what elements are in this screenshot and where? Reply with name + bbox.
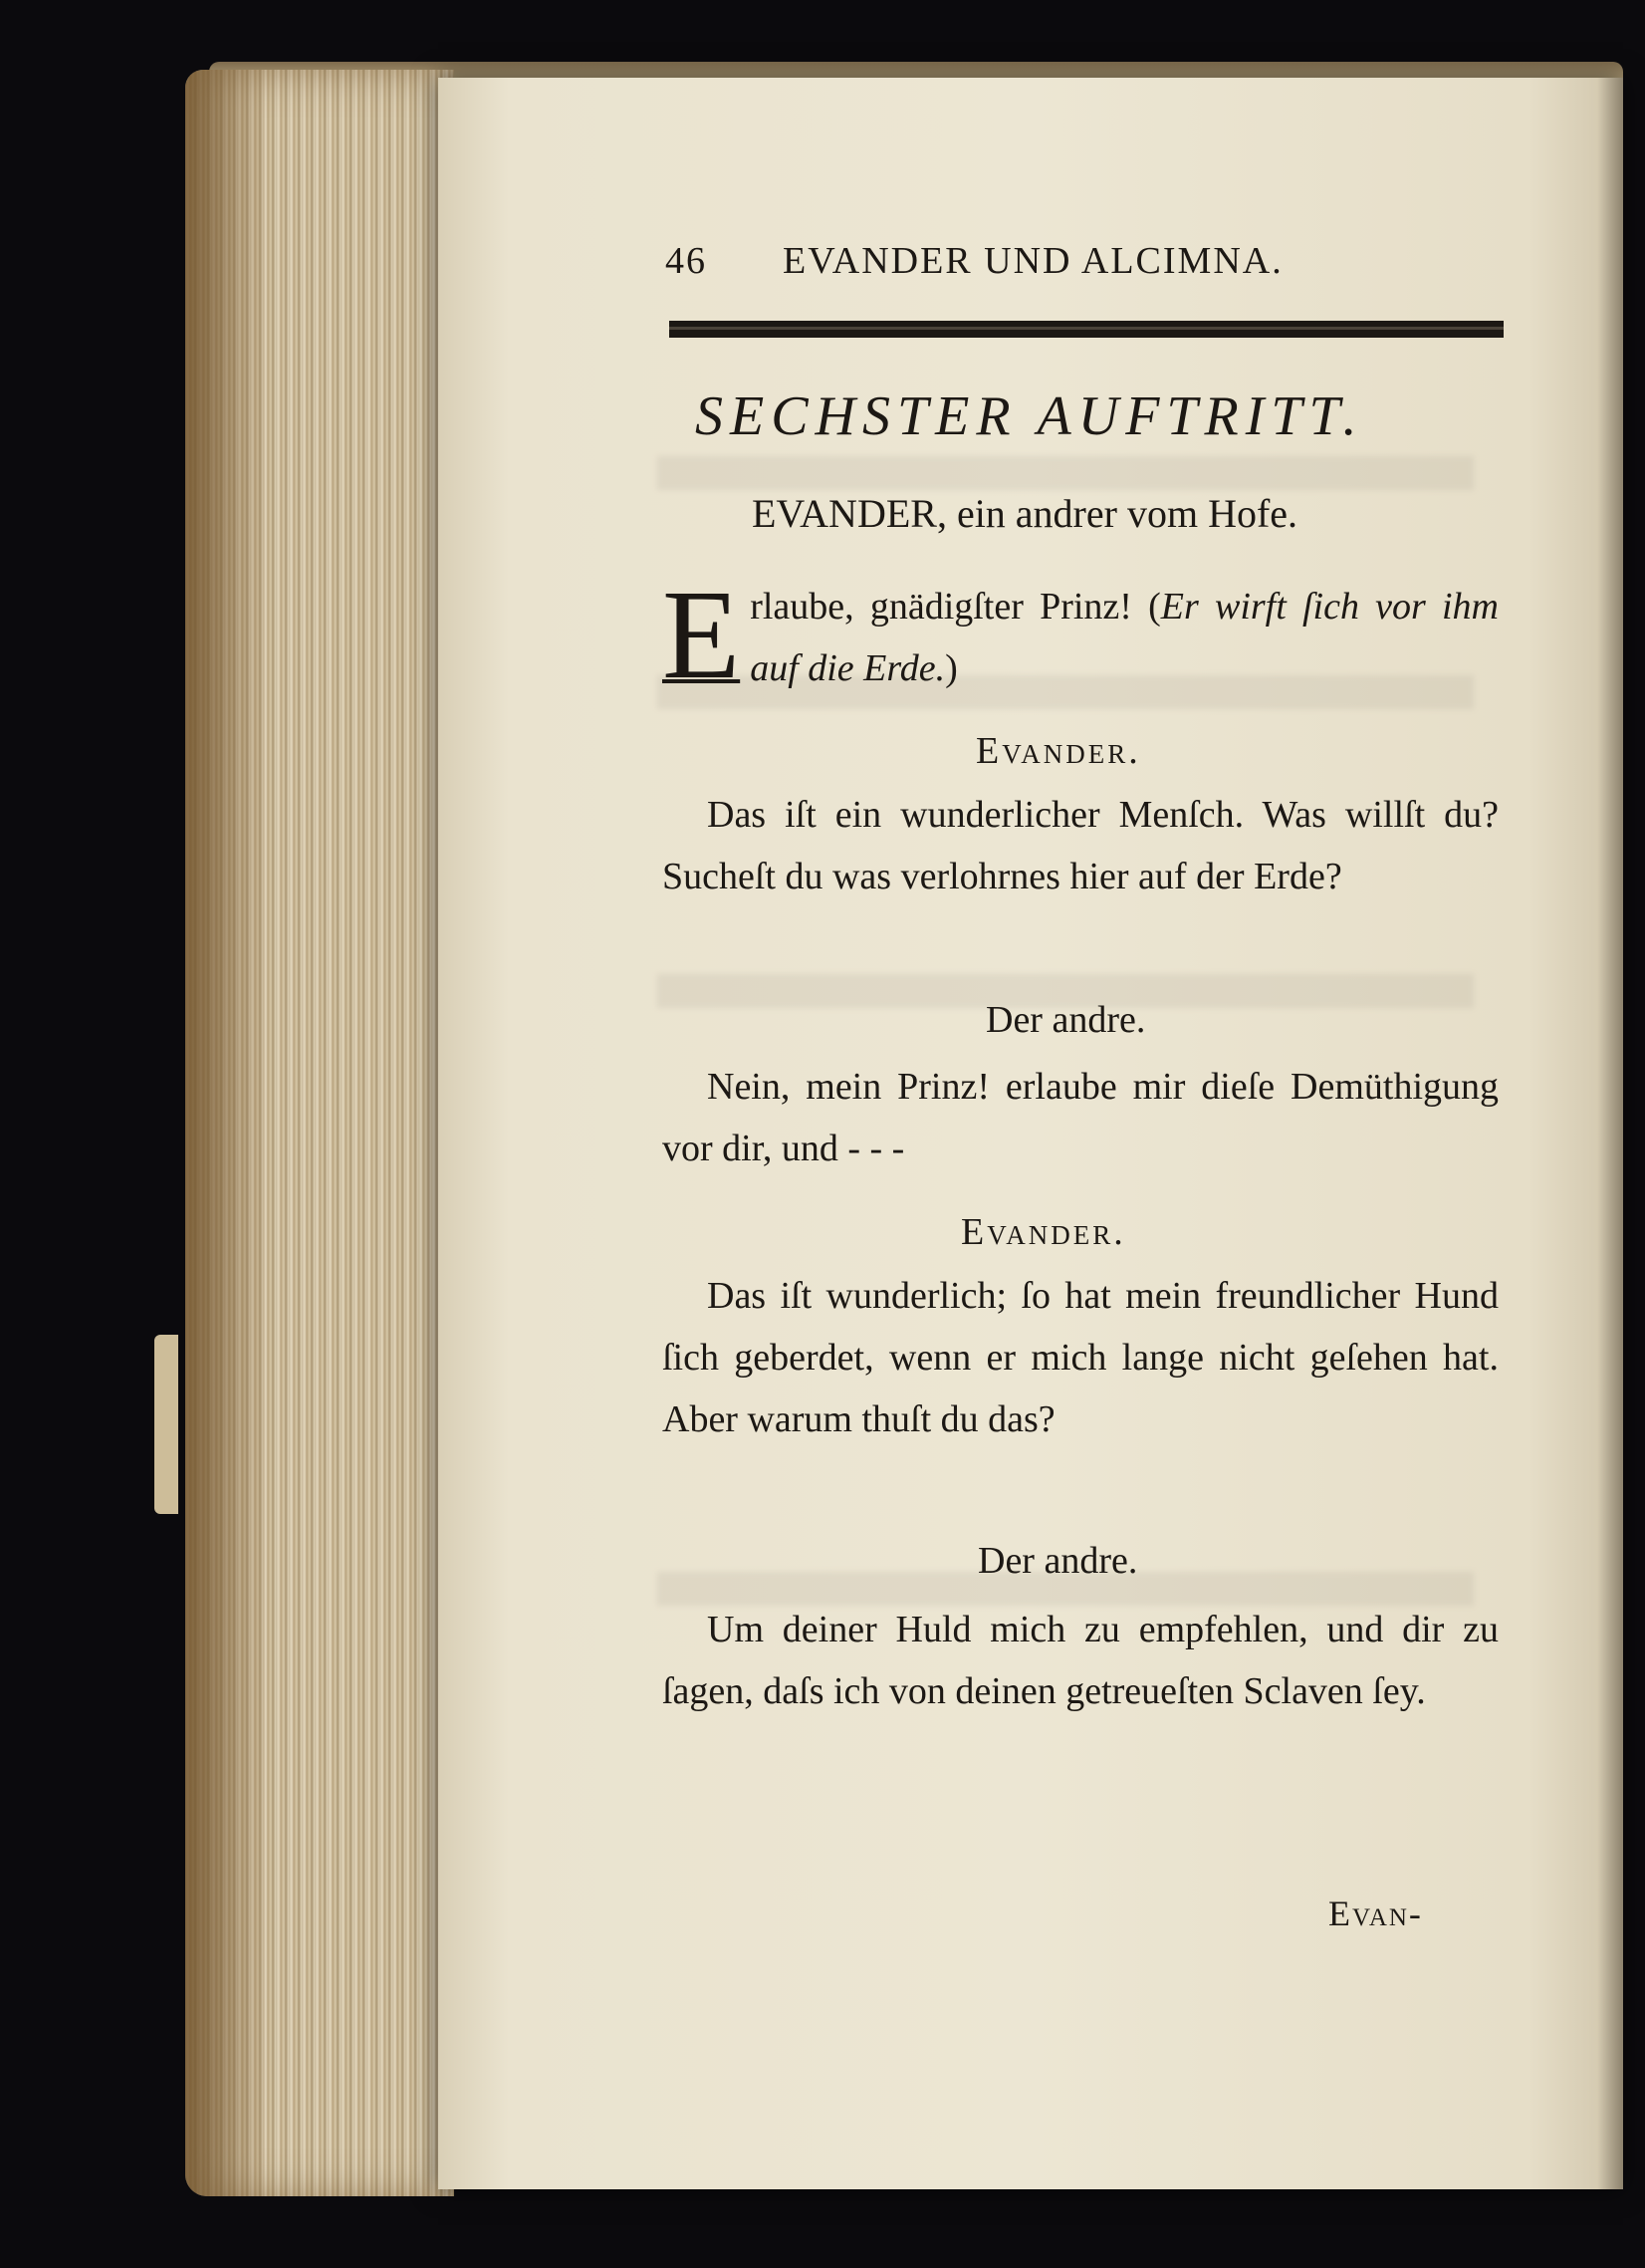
speaker-label: Der andre. [978, 1540, 1138, 1582]
gutter-shadow [1597, 78, 1623, 2189]
speaker-label: Evander. [961, 1211, 1126, 1253]
header-title: EVANDER UND ALCIMNA. [783, 240, 1284, 282]
speech-text: Nein, mein Prinz! erlaube mir dieſe Demüthigung vor dir, und - - - [662, 1066, 1499, 1169]
scene-title: SECHSTER AUFTRITT. [695, 385, 1364, 447]
header-rule [669, 321, 1504, 338]
speech-text: Das iſt ein wunderlicher Menſch. Was willſt du? Sucheſt du was verlohrnes hier auf der Erde? [662, 794, 1499, 897]
page-edges [185, 70, 454, 2196]
page-number: 46 [665, 240, 707, 282]
opening-paragraph [662, 564, 1499, 705]
stage-direction-close: ) [945, 647, 958, 689]
catchword: Evan- [1328, 1893, 1423, 1933]
speaker-label: Evander. [976, 730, 1141, 772]
opening-text: rlaube, gnädigſter Prinz! ( [750, 586, 1161, 628]
running-head [665, 239, 1502, 289]
speaker-label: Der andre. [986, 999, 1146, 1041]
speech-text: Das iſt wunderlich; ſo hat mein freundlicher Hund ſich geberdet, wenn er mich lange nicht geſehen hat. Aber warum thuſt du das? [662, 1275, 1499, 1440]
paper-tab [154, 1335, 178, 1514]
speech-text: Um deiner Huld mich zu empfehlen, und dir zu ſagen, daſs ich von deinen getreueſten Sclaven ſey. [662, 1609, 1499, 1712]
show-through [657, 456, 1474, 490]
cast-list: EVANDER, ein andrer vom Hofe. [752, 491, 1298, 536]
stage-direction: Er wirft ſich vor ihm auf die Erde. [750, 586, 1499, 689]
drop-cap: E [662, 564, 741, 705]
